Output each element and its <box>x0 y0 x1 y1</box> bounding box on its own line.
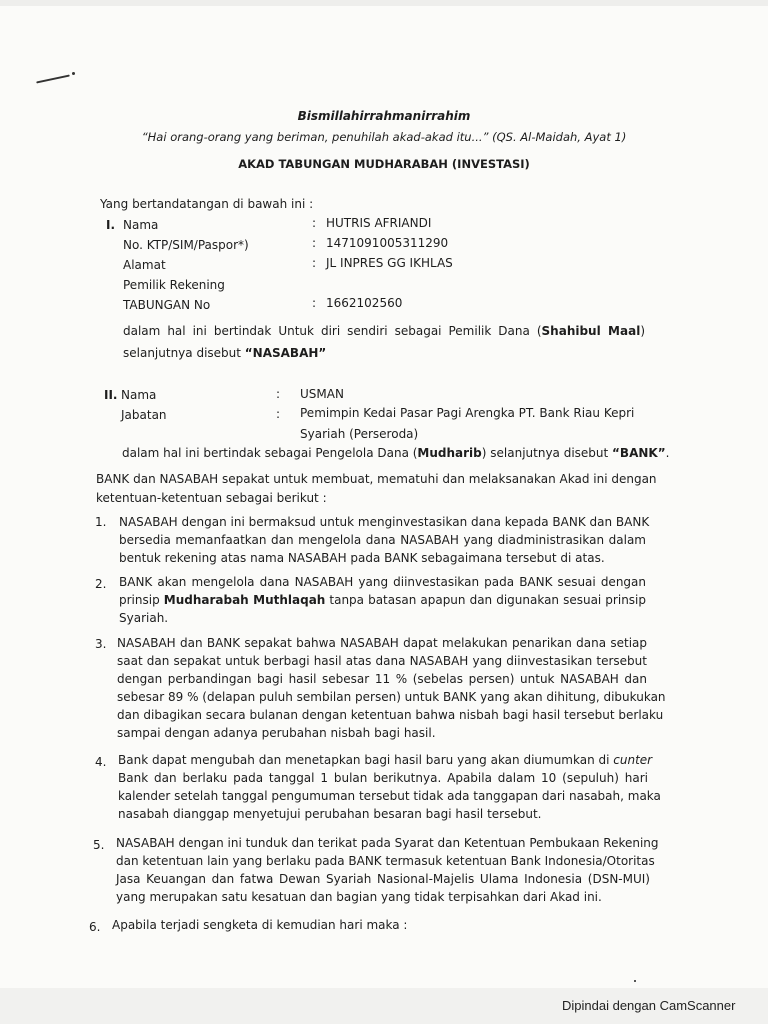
item1-line3: bentuk rekening atas nama NASABAH pada BANK sebagaimana tersebut di atas. <box>119 551 605 565</box>
party2-name-label: Nama <box>121 388 157 402</box>
item3-line2: saat dan sepakat untuk berbagi hasil atas dana NASABAH yang diinvestasikan tersebut <box>117 654 647 668</box>
party1-name-colon: : <box>312 216 317 230</box>
quote-line: “Hai orang-orang yang beriman, penuhilah akad-akad itu...” (QS. Al-Maidah, Ayat 1) <box>141 130 627 144</box>
item3-line3: dengan perbandingan bagi hasil sebesar 11 % (sebelas persen) untuk NASABAH dan <box>117 672 647 686</box>
item3-number: 3. <box>95 637 107 651</box>
party1-name-value: HUTRIS AFRIANDI <box>326 216 432 230</box>
item5-line2: dan ketentuan lain yang berlaku pada BANK termasuk ketentuan Bank Indonesia/Otoritas <box>116 854 655 868</box>
item1-line1: NASABAH dengan ini bermaksud untuk menginvestasikan dana kepada BANK dan BANK <box>119 515 650 529</box>
item5-line4: yang merupakan satu kesatuan dan bagian yang tidak terpisahkan dari Akad ini. <box>116 890 602 904</box>
item1-number: 1. <box>95 515 107 529</box>
item4-line1: Bank dapat mengubah dan menetapkan bagi hasil baru yang akan diumumkan di cunter <box>118 753 653 767</box>
item3-line4: sebesar 89 % (delapan puluh sembilan persen) untuk BANK yang akan dihitung, dibukukan <box>117 690 666 704</box>
party2-position-colon: : <box>276 407 281 421</box>
party1-owner-label: Pemilik Rekening <box>123 278 225 292</box>
item2-line2: prinsip Mudharabah Muthlaqah tanpa batasan apapun dan digunakan sesuai prinsip <box>119 593 647 607</box>
item2-line3: Syariah. <box>119 611 169 625</box>
party2-name-colon: : <box>276 387 281 401</box>
item2-number: 2. <box>95 577 107 591</box>
item2-line1: BANK akan mengelola dana NASABAH yang diinvestasikan pada BANK sesuai dengan <box>119 575 646 589</box>
party1-id-label: No. KTP/SIM/Paspor*) <box>123 238 249 252</box>
item4-line2: Bank dan berlaku pada tanggal 1 bulan berikutnya. Apabila dalam 10 (sepuluh) hari <box>118 771 648 785</box>
item4-line4: nasabah dianggap menyetujui perubahan besaran bagi hasil tersebut. <box>118 807 542 821</box>
scanner-watermark: Dipindai dengan CamScanner <box>562 998 736 1013</box>
party1-account-value: 1662102560 <box>326 296 403 310</box>
item4-number: 4. <box>95 755 107 769</box>
item4-line3: kalender setelah tanggal pengumuman tersebut tidak ada tanggapan dari nasabah, maka <box>118 789 661 803</box>
scan-edge <box>0 0 768 6</box>
party1-address-value: JL INPRES GG IKHLAS <box>326 256 453 270</box>
party1-number: I. <box>106 218 116 232</box>
bismillah-line: Bismillahirrahmanirrahim <box>297 109 471 123</box>
pen-mark <box>36 74 70 83</box>
pen-dot <box>72 72 75 75</box>
party1-address-colon: : <box>312 256 317 270</box>
party2-position-label: Jabatan <box>121 408 167 422</box>
party1-id-value: 1471091005311290 <box>326 236 449 250</box>
agreement-line1: BANK dan NASABAH sepakat untuk membuat, mematuhi dan melaksanakan Akad ini dengan <box>96 472 657 486</box>
party2-position-value1: Pemimpin Kedai Pasar Pagi Arengka PT. Bank Riau Kepri <box>300 406 635 420</box>
item1-line2: bersedia memanfaatkan dan mengelola dana NASABAH yang diadministrasikan dalam <box>119 533 646 547</box>
party2-number: II. <box>104 388 118 402</box>
intro-line: Yang bertandatangan di bawah ini : <box>100 197 314 211</box>
item3-line5: dan dibagikan secara bulanan dengan ketentuan bahwa nisbah bagi hasil tersebut berlaku <box>117 708 664 722</box>
party1-role-line2: selanjutnya disebut “NASABAH” <box>123 346 327 360</box>
party1-address-label: Alamat <box>123 258 166 272</box>
party1-account-colon: : <box>312 296 317 310</box>
party1-name-label: Nama <box>123 218 159 232</box>
party1-id-colon: : <box>312 236 317 250</box>
item3-line1: NASABAH dan BANK sepakat bahwa NASABAH dapat melakukan penarikan dana setiap <box>117 636 647 650</box>
item5-line1: NASABAH dengan ini tunduk dan terikat pada Syarat dan Ketentuan Pembukaan Rekening <box>116 836 659 850</box>
item3-line6: sampai dengan adanya perubahan nisbah bagi hasil. <box>117 726 436 740</box>
party1-role-line1: dalam hal ini bertindak Untuk diri sendiri sebagai Pemilik Dana (Shahibul Maal) <box>123 324 645 338</box>
agreement-line2: ketentuan-ketentuan sebagai berikut : <box>96 491 327 505</box>
scan-speck <box>634 980 636 982</box>
item6-number: 6. <box>89 920 101 934</box>
party2-name-value: USMAN <box>300 387 344 401</box>
item5-number: 5. <box>93 838 105 852</box>
item5-line3: Jasa Keuangan dan fatwa Dewan Syariah Nasional-Majelis Ulama Indonesia (DSN-MUI) <box>116 872 650 886</box>
party1-account-label: TABUNGAN No <box>123 298 211 312</box>
party2-position-value2: Syariah (Perseroda) <box>300 427 419 441</box>
item6-line1: Apabila terjadi sengketa di kemudian hari maka : <box>112 918 408 932</box>
party2-role-line: dalam hal ini bertindak sebagai Pengelola Dana (Mudharib) selanjutnya disebut “BANK”. <box>122 446 670 460</box>
document-title: AKAD TABUNGAN MUDHARABAH (INVESTASI) <box>238 157 530 171</box>
